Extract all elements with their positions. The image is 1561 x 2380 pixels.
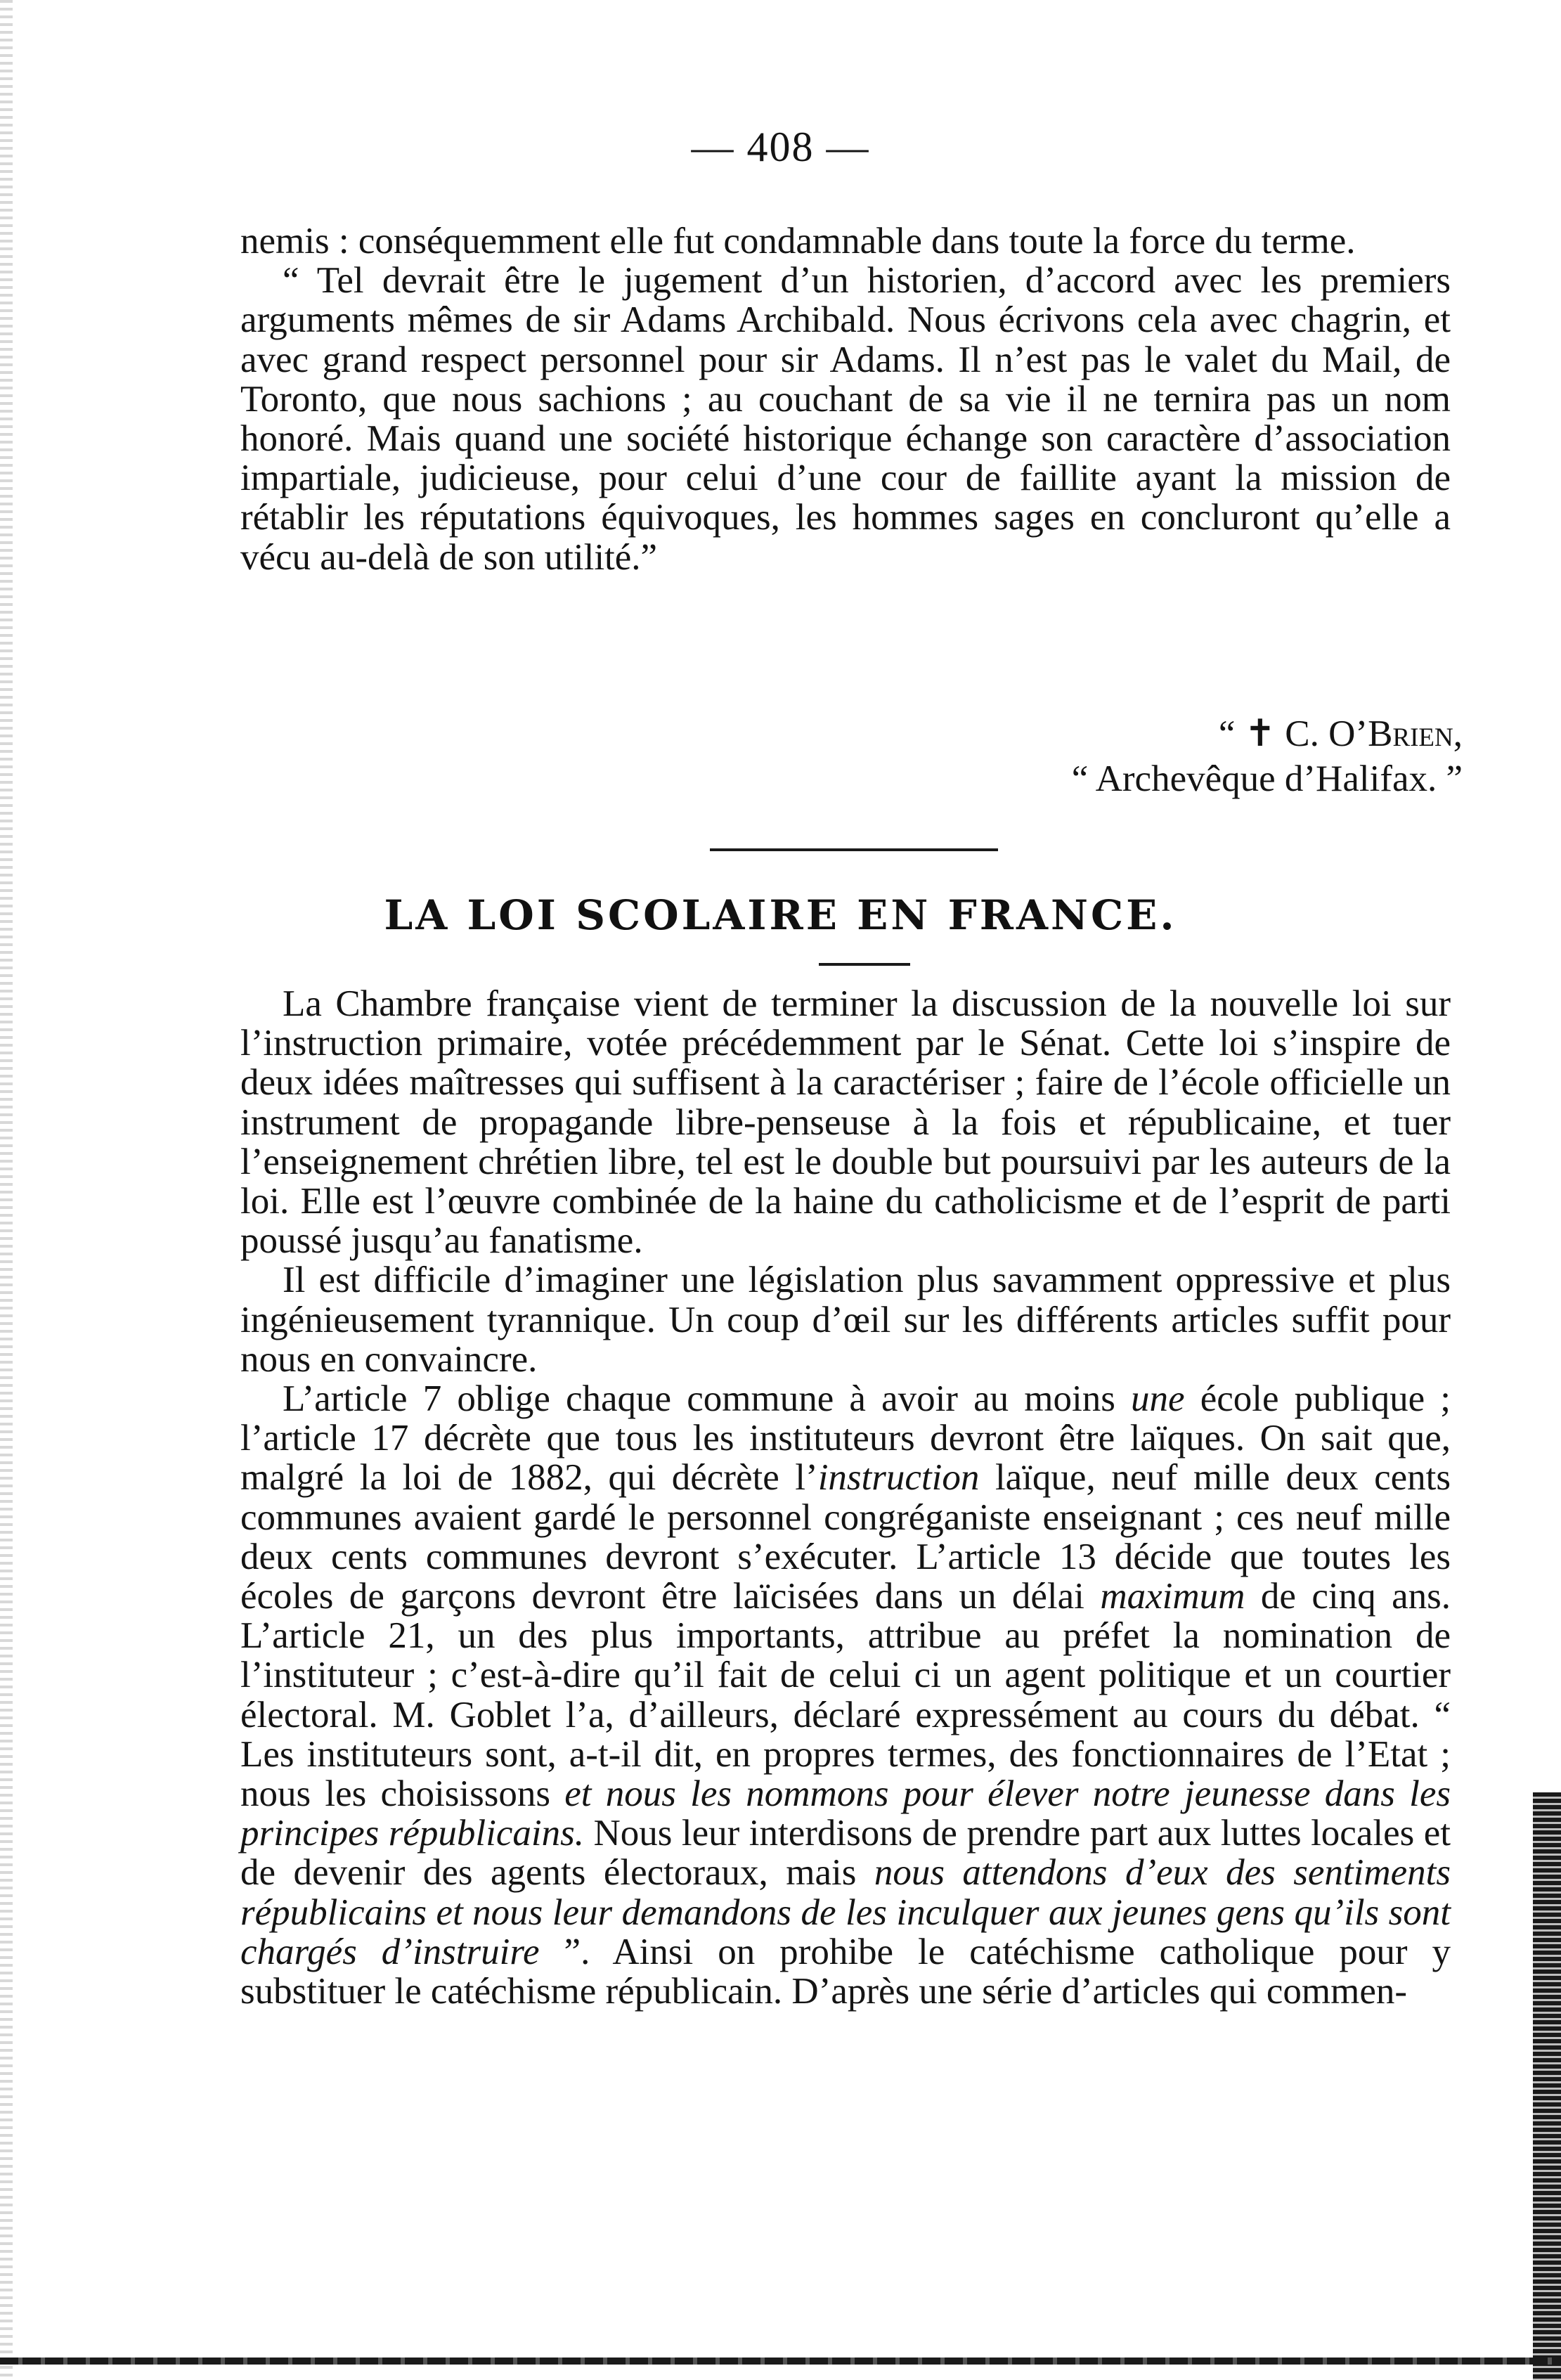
title-underline xyxy=(819,963,910,966)
scan-right-edge xyxy=(1533,1792,1561,2380)
top-text-block xyxy=(240,221,1451,577)
scan-bottom-edge xyxy=(0,2358,1561,2365)
page-number: — 408 — xyxy=(691,124,870,170)
section-divider xyxy=(710,848,998,851)
article-paragraph-3: L’article 7 oblige chaque commune à avoir au moins une école publique ; l’article 17 décrète que tous les instituteurs devront être laïques. On sait que, malgré la loi de 1882, qui décrète l’instruction laïque, neuf mille deux cents communes avaient gardé le personnel congréganiste enseignant ; ces neuf mille deux cents communes devront s’exécuter. L’article 13 décide que toutes les écoles de garçons devront être laïcisées dans un délai maximum de cinq ans. L’article 21, un des plus importants, attribue au préfet la nomination de l’instituteur ; c’est-à-dire qu’il fait de celui ci un agent politique et un courtier électoral. M. Goblet l’a, d’ailleurs, déclaré expressément au cours du débat. “ Les instituteurs sont, a-t-il dit, en propres termes, des fonctionnaires de l’Etat ; nous les choisissons et nous les nommons pour élever notre jeunesse dans les principes républicains. Nous leur interdisons de prendre part aux luttes locales et de devenir des agents électoraux, mais nous attendons d’eux des sentiments républicains et nous leur demandons de les inculquer aux jeunes gens qu’ils sont chargés d’instruire ”. Ainsi on prohibe le catéchisme catholique pour y substituer le catéchisme républicain. D’après une série d’articles qui commen- xyxy=(240,1378,1451,2012)
signature-title-line: “ Archevêque d’Halifax. ” xyxy=(1071,758,1463,799)
scan-left-edge xyxy=(0,0,13,2380)
paragraph-continuation: nemis : conséquemment elle fut condamnable dans toute la force du terme. xyxy=(240,221,1356,261)
article-paragraph-1: La Chambre française vient de terminer la discussion de la nouvelle loi sur l’instruction primaire, votée précédemment par le Sénat. Cette loi s’inspire de deux idées maîtresses qui suffisent à la caractériser ; faire de l’école officielle un instrument de propagande libre-penseuse à la fois et républicaine, et tuer l’enseignement chrétien libre, tel est le double but poursuivi par les auteurs de la loi. Elle est l’œuvre combinée de la haine du catholicisme et de l’esprit de parti poussé jusqu’au fanatisme. xyxy=(240,983,1451,1262)
paragraph-quote: “ Tel devrait être le jugement d’un historien, d’accord avec les premiers arguments mêmes de sir Adams Archibald. Nous écrivons cela avec chagrin, et avec grand respect personnel pour sir Adams. Il n’est pas le valet du Mail, de Toronto, que nous sachions ; au couchant de sa vie il ne ternira pas un nom honoré. Mais quand une société historique échange son caractère d’association impartiale, judicieuse, pour celui d’une cour de faillite ayant la mission de rétablir les réputations équivoques, les hommes sages en concluront qu’elle a vécu au-delà de son utilité.” xyxy=(240,260,1451,578)
signature-name-line: “ ✝ C. O’Brien, xyxy=(1218,713,1463,754)
article-paragraph-2: Il est difficile d’imaginer une législation plus savamment oppressive et plus ingénieusement tyrannique. Un coup d’œil sur les différents articles suffit pour nous en convaincre. xyxy=(240,1260,1451,1380)
article-title: LA LOI SCOLAIRE EN FRANCE. xyxy=(384,891,1177,939)
signature xyxy=(1072,711,1463,801)
article-body xyxy=(240,984,1451,2011)
